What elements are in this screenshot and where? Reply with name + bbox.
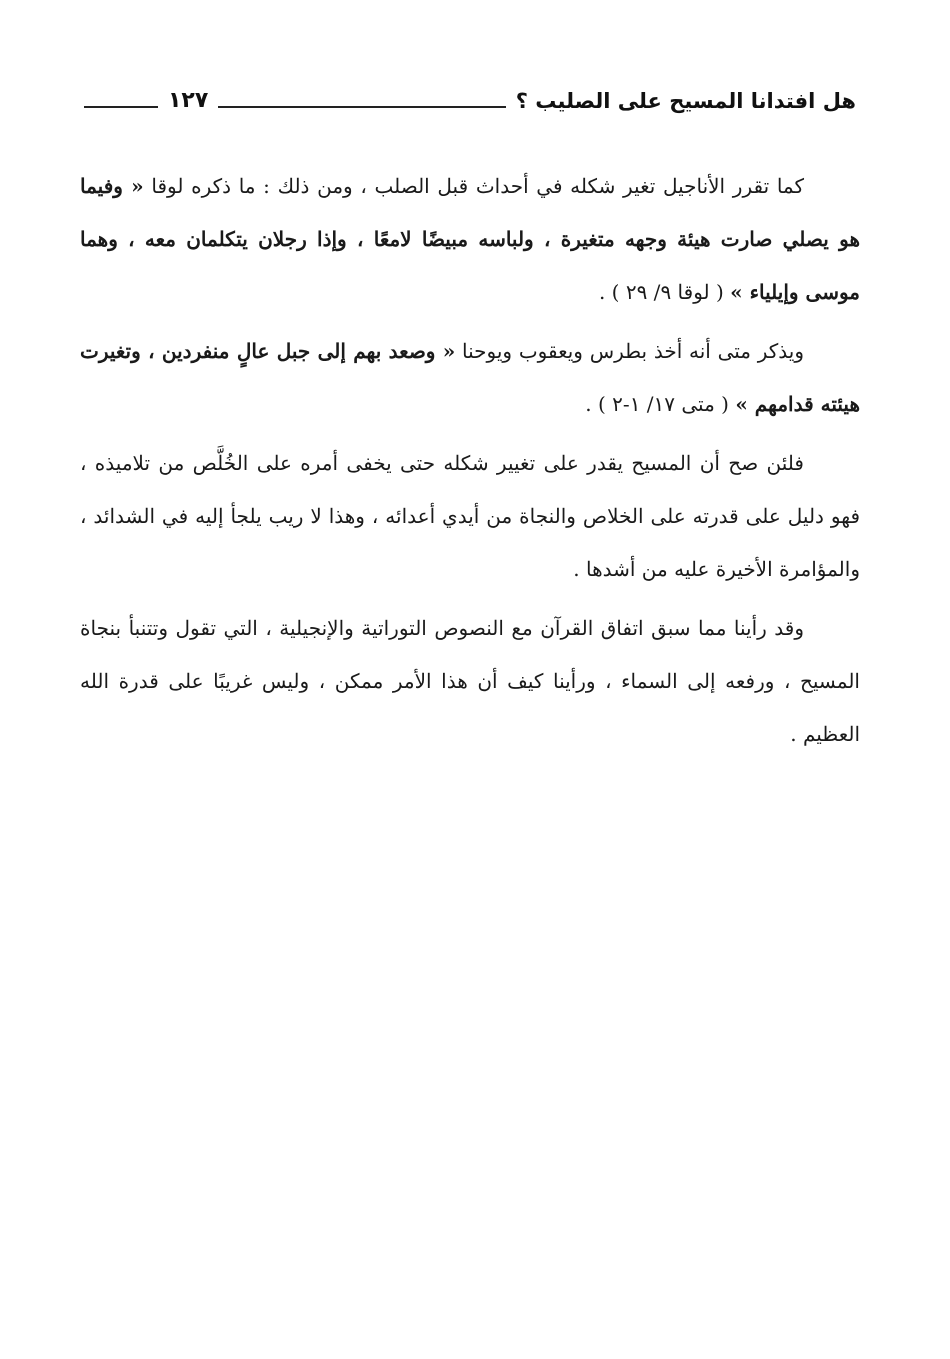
body-text (80, 160, 860, 767)
header-rule-long (218, 106, 505, 108)
paragraph-2-quote: « وصعد بهم إلى جبل عالٍ منفردين ، وتغيرت هيئته قدامهم » (80, 339, 860, 416)
paragraph-2-citation: ( متى ١٧/ ١-٢ ) . (585, 392, 736, 416)
paragraph-2 (80, 325, 860, 431)
paragraph-3-text: فلئن صح أن المسيح يقدر على تغيير شكله حتى يخفى أمره على الخُلَّص من تلاميذه ، فهو دليل على قدرته على الخلاص والنجاة من أيدي أعدائه ، وهذا لا ريب يلجأ إليه في الشدائد ، والمؤامرة الأخيرة عليه من أشدها . (80, 451, 861, 581)
page-number: ١٢٧ (168, 88, 209, 113)
header-title: هل افتدانا المسيح على الصليب ؟ (515, 89, 856, 113)
paragraph-1 (80, 160, 860, 319)
paragraph-3 (80, 437, 860, 596)
paragraph-1-quote: « وفيما هو يصلي صارت هيئة وجهه متغيرة ، ولباسه مبيضًا لامعًا ، وإذا رجلان يتكلمان معه ، وهما موسى وإيلياء » (80, 174, 860, 304)
paragraph-1-text: كما تقرر الأناجيل تغير شكله في أحداث قبل الصلب ، ومن ذلك : ما ذكره لوقا (143, 174, 805, 198)
paragraph-1-citation: ( لوقا ٩/ ٢٩ ) . (598, 280, 731, 304)
paragraph-2-text: ويذكر متى أنه أخذ بطرس ويعقوب ويوحنا (455, 339, 804, 363)
paragraph-4 (80, 602, 860, 761)
header-rule-short (84, 106, 158, 108)
running-header (84, 72, 856, 112)
paragraph-4-text: وقد رأينا مما سبق اتفاق القرآن مع النصوص التوراتية والإنجيلية ، التي تقول وتتنبأ بنجاة المسيح ، ورفعه إلى السماء ، ورأينا كيف أن هذا الأمر ممكن ، وليس غريبًا على قدرة الله العظيم . (80, 616, 860, 746)
